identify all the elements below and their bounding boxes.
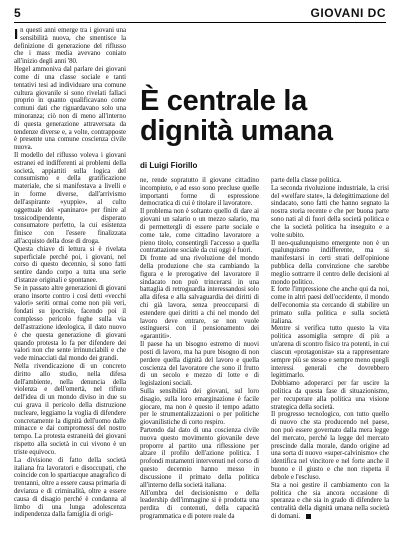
header-rule — [14, 22, 386, 23]
drop-cap: I — [14, 26, 19, 43]
paragraph: Hegel ammoniva dal parlare dei giovani come di una classe sociale e tanti tentativi tesi ad individuare una comune cultura giovanile si sono rivelati fallaci proprio in quanto qualificavano come comuni dati che riguardavano solo una minoranza; ciò non di meno all'interno di questa generazione attraversata da tendenze diverse e, a volte, contrapposte è presente una comune coscienza civile nuova. — [14, 66, 126, 152]
paragraph: La divisione di fatto della società italiana fra lavoratori e disoccupati, che coincide con lo spartiacque anagrafico di trentanni, oltre a essere causa primaria di devianza e di criminalità, oltre a essere causa di disagio perché è condanna al limbo di una lunga adolescenza indipendenza dalla famiglia di origi- — [14, 456, 126, 519]
paragraph: La seconda rivoluzione industriale, la crisi del «welfare state», la delegittimazione del sindacato, sono fatti che hanno segnato la nostra storia recente e che per buona parte sono nati al di fuori della società politica e che la società politica ha inseguito e a volte subito. — [271, 184, 389, 239]
article-column-2 — [140, 177, 259, 522]
section-title: GIOVANI DC — [310, 6, 386, 20]
paragraph: E forte l'impressione che anche qui da noi, come in altri paesi dell'occidente, il mondo dell'economia sta cercando di stabilire un primato sulla politica e sulla società italiana. — [271, 286, 389, 325]
paragraph: Se in passato altre generazioni di giovani erano insorte contro i così detti «vecchi valori» seriti ormai come non più veri, fondati su ipocrisie, facendo poi il complesso pericolo fughe sulla via dell'astrazione ideologica, il dato nuovo è che questa generazione di giovani quando protesta lo fa per difendere dei valori non che sente irrinunciabili e che vede minacciati dal mondo dei grandi. — [14, 284, 126, 363]
paragraph: Di fronte ad una rivoluzione del mondo della produzione che sta cambiando la figura e le prerogative del lavoratore il sindacato non può trincerarsi in una battaglia di retroguardia interessandosi solo alla difesa e alla salvaguardia dei diritti di chi già lavora, senza preoccuparsi di estendere quei diritti a chi nel mondo del lavoro deve entrare, se non vuole estinguersi con il pensionamento dei «garantiti». — [140, 255, 259, 341]
lead-text: n questi anni emerge tra i giovani una sensibilità nuova, che smentisce la definizione di generazione del riflusso che i mass media avevano coniato all'inizio degli anni '80. — [14, 27, 126, 66]
paragraph: ne, rende sopratutto il giovane cittadino incompiuto, e ad esso sono precluse quelle importanti forme di espressione democratica di cui è titolare il lavoratore. — [140, 177, 259, 208]
paragraph: Questa chiave di lettura si è rivelata superficiale perché poi, i giovani, nel corso di questo decennio, si sono fatti sentire dando corpo a tutta una serie d'istanze originali e spontanee. — [14, 245, 126, 284]
paragraph: parte della classe politica. — [271, 177, 342, 184]
byline: di Luigi Fiorillo — [140, 161, 198, 170]
paragraph: Il problema non è soltanto quello di dare ai giovani un salario o un mezzo salario, ma di permettergli di essere parte sociale e come tale, come cittadino lavoratore a pieno titolo, consentirgli l'accesso a quella contrattazione sociale da cui oggi è fuori. — [140, 208, 259, 255]
article-column-3 — [271, 177, 389, 522]
paragraph: Il progresso tecnologico, con tutto quello di nuovo che sta producendo nel paese, non può essere governato dalla mera legge del mercato, perché la legge del mercato prescinde dalla morale, dando origine ad una sorta di nuovo «super-calvinismo» che identifica nel vincitore e nel forte anche il buono e il giusto e che non rispetta il debole e l'escluso. — [271, 411, 389, 481]
paragraph: Dobbiamo adoperarci per far uscire la politica da questa fase di situazionismo, per recuperare alla politica una visione strategica della società. — [271, 380, 389, 411]
paragraph: Sulla sensibilità dei giovani, sul loro disagio, sulla loro emarginazione è facile giocare, ma non è questo il tempo adatto per le strumentalizzazioni o per politiche giovanilistiche di corto respiro. — [140, 387, 259, 427]
closing-paragraph — [271, 482, 389, 521]
lead-paragraph — [14, 27, 126, 66]
paragraph: Il neo-qualunquismo emergente non è un qualunquismo indifferente, ma si manifestarsi in certi strati dell'opinione pubblica della convinzione che sarebbe meglio sottrarre il centro delle decisioni al mondo politico. — [271, 239, 389, 286]
paragraph: Nella rivendicazione di un concreto diritto allo studio, nella difesa dell'ambiente, nella denuncia della violenza e dell'omertà, nel rifiuto dell'idea di un mondo diviso in due su cui grava il pericolo della distruzione nucleare, leggiamo la voglia di difendere concretamente la dignità dell'uomo dalle minacce e dai compromessi del nostro tempo. La protesta estraneità dei giovani rispetto alla società in cui vivono è un triste equivoco. — [14, 362, 126, 456]
closing-text: Sta a noi gestire il cambiamento con la politica che sia ancora occasione di speranza e che sia in grado di difendere la centralità della dignità umana nella società di domani. — [271, 481, 389, 520]
paragraph: Mentre si verifica tutto questo la vita politica assomiglia sempre di più a un'arena di scontro fisico tra potenti, in cui ciascun «protagonista» sta a rappresentare sempre più se stesso e sempre meno quegli interessi generali che dovrebbero legittimarlo. — [271, 325, 389, 380]
paragraph: Il modello del riflusso voleva i giovani estranei ed indifferenti ai problemi della società, appiattiti sulla logica del consumismo e della gratificazione materiale, che si manifestava a livelli e in forme diverse, dall'arrivismo dell'aspirante «yuppie», al culto oggettuale dei «paninaro» per finire al tossicodipendente, disperato consumatore perfetto, la cui esistenza finisce con l'essere finalizzata all'acquisto della dose di droga. — [14, 152, 126, 245]
paragraph: Il paese ha un bisogno estremo di nuovi posti di lavoro, ma ha pure bisogno di non perdere quella dignità del lavoro e quella coscienza del lavoratore che sono il frutto di un secolo e mezzo di lotte e di legislazioni sociali. — [140, 341, 259, 388]
paragraph: All'ombra del decisionismo e della leadership dell'immagine si è prodotta una perdita di contenuti, della capacità programmatica e di potere reale da — [140, 489, 259, 520]
page-number: 5 — [14, 6, 21, 20]
paragraph: Partendo dal dato di una coscienza civile nuova questo movimento giovanile deve proporre al partito una riflessione per alzare il profilo dell'azione politica. I profondi mutamenti intervenuti nel corso di questo decennio hanno messo in discussione il primato della politica all'interno della società italiana. — [140, 427, 259, 489]
article-column-1 — [14, 27, 126, 527]
end-of-article-mark — [306, 514, 311, 519]
article-headline: È centrale la dignità umana — [140, 85, 333, 147]
